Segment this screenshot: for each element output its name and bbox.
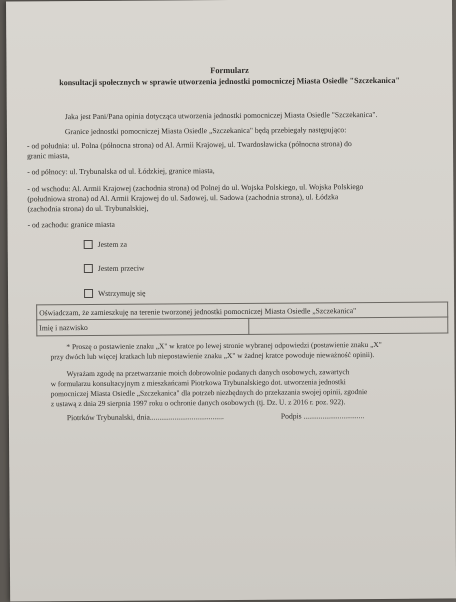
consent-line-1: Wyrażam zgodę na przetwarzanie moich dobrowolnie podanych danych osobowych, zawartych <box>66 367 350 379</box>
table-top-border <box>36 301 448 305</box>
border-south-line-2: granic miasta, <box>27 151 70 161</box>
form-sheet <box>6 0 456 602</box>
border-east-line-3: (zachodnia strona) do ul. Trybunalskiej, <box>27 203 149 214</box>
place-date-field[interactable]: Piotrków Trybunalski, dnia....................................... <box>66 412 224 423</box>
opinion-question: Jaka jest Pani/Pana opinia dotycząca utworzenia jednostki pomocniczej Miasta Osiedle "Szczekanica". <box>64 109 378 122</box>
borders-intro: Granice jednostki pomocniczej Miasta Osiedle „Szczekanica" będą przebiegały następująco: <box>64 125 347 137</box>
name-label: Imię i nazwisko <box>39 322 88 333</box>
table-bottom-border <box>36 332 448 336</box>
border-west: - od zachodu: granice miasta <box>27 219 115 230</box>
option-abstain-label: Wstrzymuję się <box>98 288 146 298</box>
border-east-line-2: (południowa strona) od Al. Armii Krajowej do ul. Sadowej, ul. Sadowa (zachodnia strona), ul. Łódzka <box>27 192 339 204</box>
form-subtitle: konsultacji społecznych w sprawie utworzenia jednostki pomocniczej Miasta Osiedle "Szczekanica" <box>59 75 400 88</box>
checkbox-abstain[interactable] <box>84 289 93 298</box>
form-title: Formularz <box>210 65 249 76</box>
consent-line-2: w formularzu konsultacyjnym z mieszkańcami Piotrkowa Trybunalskiego dot. utworzenia jednostki <box>50 377 346 389</box>
checkbox-against[interactable] <box>84 264 93 273</box>
consent-line-4: z ustawą z dnia 29 sierpnia 1997 roku o ochronie danych osobowych (tj. Dz. U. z 2016 r. poz. 922). <box>50 397 346 409</box>
instruction-note-line-1: * Proszę o postawienie znaku „X" w kratce po lewej stronie wybranej odpowiedzi (postawienie znaku „X" <box>66 339 382 352</box>
residence-declaration: Oświadczam, że zamieszkuję na terenie tworzonej jednostki pomocniczej Miasta Osiedle „Szczekanica" <box>39 306 357 318</box>
declaration-table <box>36 301 448 336</box>
checkbox-for[interactable] <box>84 240 93 249</box>
border-south-line-1: - od południa: ul. Polna (północna strona) od Al. Armii Krajowej, ul. Twardosławicka (północna strona) do <box>26 139 352 151</box>
border-east-line-1: - od wschodu: Al. Armii Krajowej (zachodnia strona) od Polnej do ul. Wojska Polskiego, ul. Wojska Polskiego <box>27 182 364 194</box>
table-left-border <box>36 304 37 336</box>
instruction-note-line-2: przy dwóch lub więcej kratkach lub niepostawienie znaku „X" w żadnej kratce powoduje nieważność opinii). <box>50 349 375 362</box>
border-north: - od północy: ul. Trybunalska od ul. Łódzkiej, granice miasta, <box>27 166 215 177</box>
signature-field[interactable]: Podpis ................................ <box>280 411 365 421</box>
option-for-label: Jestem za <box>97 239 128 249</box>
name-field[interactable] <box>249 317 447 333</box>
consent-line-3: pomocniczej Miasta Osiedle „Szczekanica" dla potrzeb niezbędnych do przekazania swojej opinii, zgodnie <box>50 387 368 399</box>
option-against-label: Jestem przeciw <box>97 263 145 273</box>
